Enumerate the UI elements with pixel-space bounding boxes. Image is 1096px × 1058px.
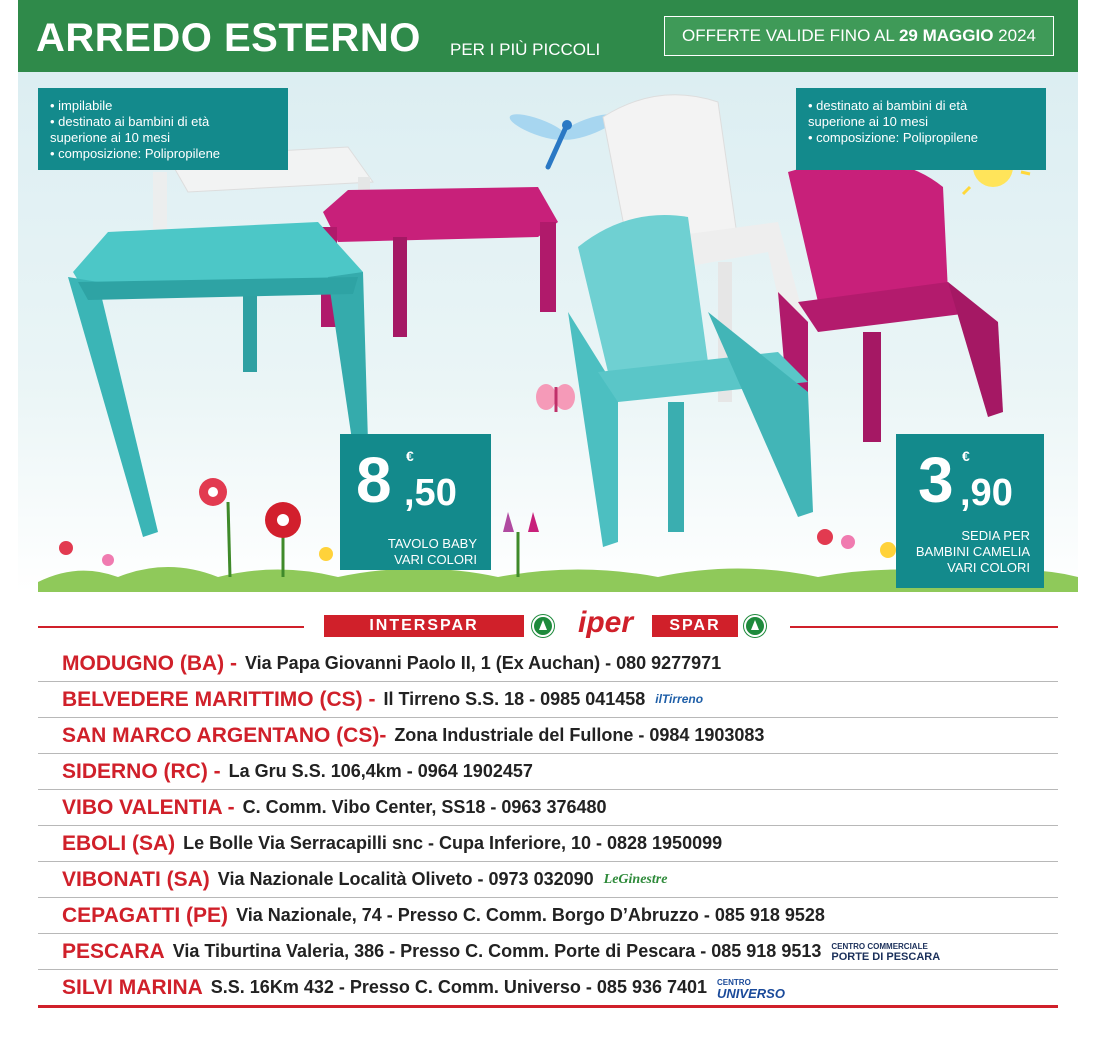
magenta-chair [778,160,1003,467]
le-ginestre-logo: LeGinestre [603,872,668,887]
store-address: Via Papa Giovanni Paolo II, 1 (Ex Auchan) - 080 9277971 [244,653,722,673]
store-city: VIBO VALENTIA - [62,795,235,819]
chair-desc-line-3: VARI COLORI [947,560,1030,575]
table-desc-line-1: TAVOLO BABY [387,536,477,551]
store-address: Le Bolle Via Serracapilli snc - Cupa Inferiore, 10 - 0828 1950099 [183,833,723,853]
validity-prefix: OFFERTE VALIDE FINO AL [682,26,895,45]
chair-info-line: • composizione: Polipropilene [808,130,979,145]
store-address: S.S. 16Km 432 - Presso C. Comm. Universo - 085 936 7401 [210,977,708,997]
table-price-box [340,434,491,570]
iper-logo: iper [578,606,634,639]
store-city: SILVI MARINA [62,975,203,999]
store-city: EBOLI (SA) [62,831,176,855]
chair-price-integer: 3 [918,444,954,516]
store-city: SAN MARCO ARGENTANO (CS)- [62,723,387,747]
header-banner [18,0,1078,72]
spar-logo: SPAR [652,615,738,637]
chair-desc-line-2: BAMBINI CAMELIA [915,544,1030,559]
offer-validity-badge [664,16,1054,56]
store-row [38,862,1058,898]
chair-price-box [896,434,1044,588]
store-city: SIDERNO (RC) - [62,759,221,783]
store-city: MODUGNO (BA) - [62,651,237,675]
table-desc-line-2: VARI COLORI [394,552,477,567]
spar-tree-icon [744,615,766,637]
table-info-box [38,88,288,170]
chair-desc-line-1: SEDIA PER [961,528,1030,543]
divider-left [38,626,304,628]
validity-year: 2024 [998,26,1036,45]
universo-logo [717,977,785,999]
store-row [38,826,1058,862]
store-address: La Gru S.S. 106,4km - 0964 1902457 [228,761,533,781]
validity-date: 29 MAGGIO [898,26,994,45]
store-row [38,970,1058,1008]
table-info-line: • composizione: Polipropilene [50,146,221,161]
store-row [38,754,1058,790]
porte-di-pescara-logo [831,941,940,963]
chair-info-line: • destinato ai bambini di età [808,98,968,113]
store-address: Via Tiburtina Valeria, 386 - Presso C. Comm. Porte di Pescara - 085 918 9513 [172,941,822,961]
page-title: ARREDO ESTERNO [36,16,421,60]
table-info-line: • destinato ai bambini di età [50,114,210,129]
table-price-description [388,536,477,568]
logo-line: UNIVERSO [717,985,785,1001]
store-city: CEPAGATTI (PE) [62,903,229,927]
table-price-decimal: ,50 [404,472,457,514]
table-price-integer: 8 [356,444,392,516]
store-row [38,682,1058,718]
table-info-line: • impilabile [50,98,113,113]
store-city: PESCARA [62,939,165,963]
store-row [38,646,1058,682]
chair-price-currency: € [962,448,970,464]
spar-tree-icon [532,615,554,637]
chair-info-line: superione ai 10 mesi [808,114,928,129]
dragonfly-icon [507,109,619,167]
logo-line: CENTRO [717,977,751,987]
store-address: Via Nazionale, 74 - Presso C. Comm. Borgo D’Abruzzo - 085 918 9528 [236,905,825,925]
store-row [38,898,1058,934]
store-address: Zona Industriale del Fullone - 0984 1903083 [394,725,765,745]
store-row [38,934,1058,970]
store-address: C. Comm. Vibo Center, SS18 - 0963 376480 [242,797,607,817]
page-subtitle: PER I PIÙ PICCOLI [450,40,601,59]
divider-right [790,626,1058,628]
store-city: VIBONATI (SA) [62,867,210,891]
store-row [38,790,1058,826]
chair-info-box [796,88,1046,170]
chair-price-description [916,528,1030,576]
table-price-currency: € [406,448,414,464]
logo-line: PORTE DI PESCARA [831,950,941,963]
brand-logos-bar [38,606,1058,642]
interspar-logo: INTERSPAR [324,615,524,637]
product-hero [18,72,1078,592]
table-info-line: superione ai 10 mesi [50,130,170,145]
store-address: Il Tirreno S.S. 18 - 0985 041458 [383,689,646,709]
logo-line: CENTRO COMMERCIALE [831,941,928,951]
chair-price-decimal: ,90 [960,472,1013,514]
store-list [38,646,1058,1008]
store-address: Via Nazionale Località Oliveto - 0973 032090 [217,869,594,889]
butterfly-icon [536,384,575,412]
il-tirreno-logo: ilTirreno [655,692,704,706]
store-row [38,718,1058,754]
store-city: BELVEDERE MARITTIMO (CS) - [62,687,376,711]
